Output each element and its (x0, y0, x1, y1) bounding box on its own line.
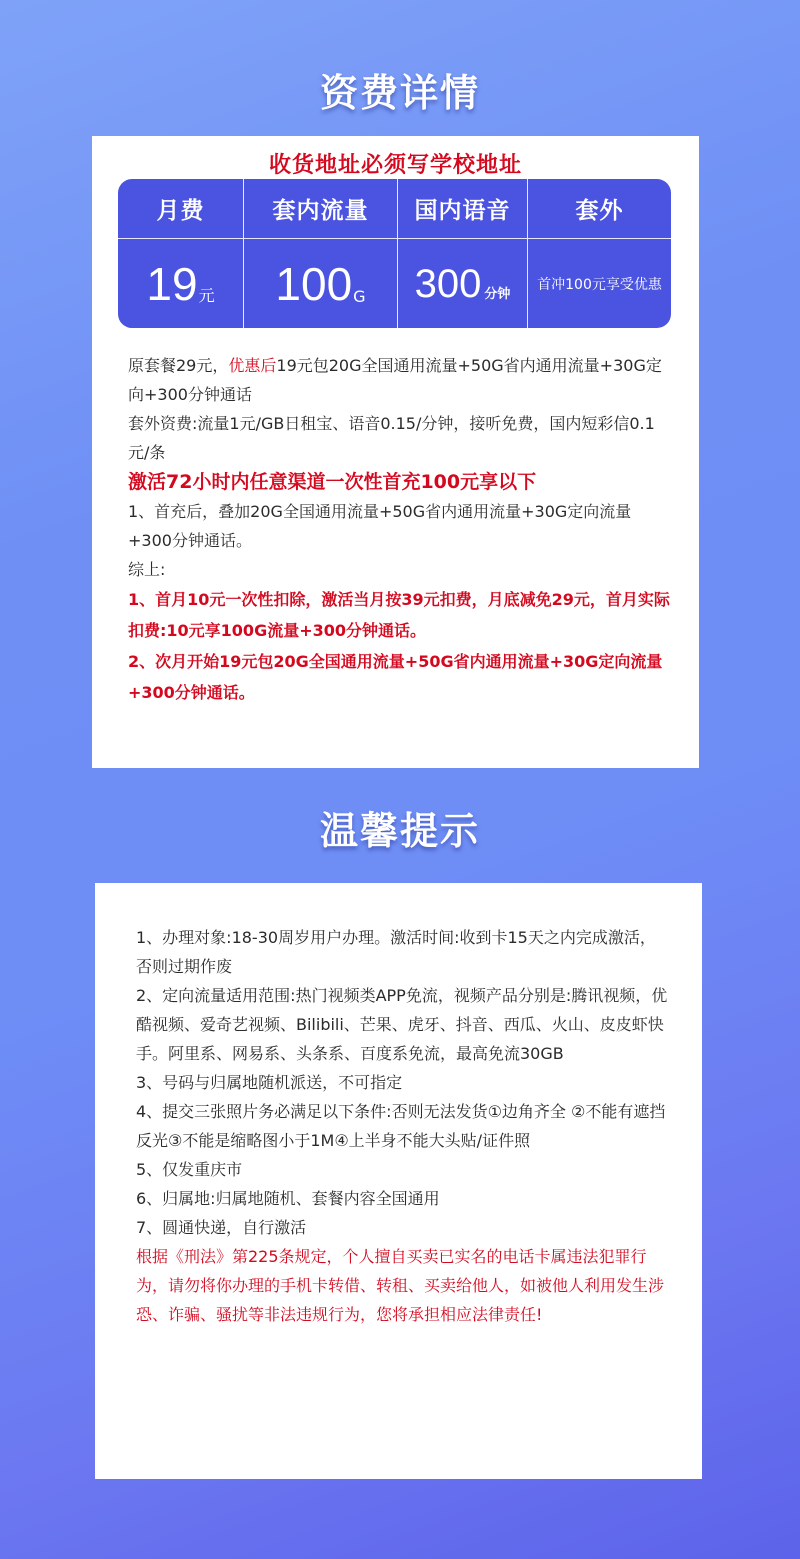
tip-item: 2、定向流量适用范围:热门视频类APP免流，视频产品分别是:腾讯视频，优酷视频、爱奇艺视频、Bilibili、芒果、虎牙、抖音、西瓜、火山、皮皮虾快手。阿里系、网易系、头条系、百度系免流，最高免流30GB (136, 986, 668, 1063)
tip-item: 7、圆通快递，自行激活 (136, 1218, 307, 1237)
voice-value: 300 (414, 261, 482, 306)
data-value: 100 (275, 257, 353, 310)
plan-content-text: 19元包20G全国通用流量+50G省内通用流量+30G定向+300分钟通话 (128, 356, 662, 404)
tip-item: 6、归属地:归属地随机、套餐内容全国通用 (136, 1189, 440, 1208)
monthly-fee-value: 19 (146, 257, 198, 310)
original-price-line (128, 351, 673, 409)
fee-description (128, 351, 673, 708)
header-voice: 国内语音 (398, 179, 528, 239)
tip-item: 1、办理对象:18-30周岁用户办理。激活时间:收到卡15天之内完成激活，否则过期作废 (136, 928, 656, 976)
tips-card (95, 883, 702, 1479)
monthly-fee-unit: 元 (198, 286, 215, 305)
tips-list (136, 923, 671, 1329)
summary-label: 综上: (128, 560, 166, 579)
first-recharge-benefit: 1、首充后，叠加20G全国通用流量+50G省内通用流量+30G定向流量+300分钟通话。 (128, 502, 632, 550)
data-cell (244, 239, 398, 328)
original-price-text: 原套餐29元， (128, 356, 229, 375)
legal-warning: 根据《刑法》第225条规定，个人擅自买卖已实名的电话卡属违法犯罪行为，请勿将你办理的手机卡转借、转租、买卖给他人，如被他人利用发生涉恐、诈骗、骚扰等非法违规行为，您将承担相应法律责任! (136, 1247, 665, 1324)
tip-item: 5、仅发重庆市 (136, 1160, 243, 1179)
header-monthly-fee: 月费 (118, 179, 244, 239)
out-of-plan-fees: 套外资费:流量1元/GB日租宝、语音0.15/分钟，接听免费，国内短彩信0.1元/条 (128, 414, 655, 462)
voice-cell (398, 239, 528, 328)
plan-table (118, 179, 671, 328)
activation-headline: 激活72小时内任意渠道一次性首充100元享以下 (128, 471, 537, 493)
tip-item: 4、提交三张照片务必满足以下条件:否则无法发货①边角齐全 ②不能有遮挡反光③不能是缩略图小于1M④上半身不能大头贴/证件照 (136, 1102, 666, 1150)
data-unit: G (353, 287, 366, 306)
summary-point-2: 2、次月开始19元包20G全国通用流量+50G省内通用流量+30G定向流量+300分钟通话。 (128, 652, 663, 702)
fee-details-title: 资费详情 (319, 71, 480, 115)
header-data: 套内流量 (244, 179, 398, 239)
tips-title: 温馨提示 (319, 809, 480, 853)
monthly-fee-cell (118, 239, 244, 328)
discount-label: 优惠后 (228, 356, 277, 375)
tip-item: 3、号码与归属地随机派送，不可指定 (136, 1073, 403, 1092)
voice-unit: 分钟 (484, 287, 511, 302)
fee-details-card (92, 136, 699, 768)
extra-offer-cell: 首冲100元享受优惠 (537, 276, 662, 293)
shipping-address-notice: 收货地址必须写学校地址 (268, 153, 522, 178)
summary-point-1: 1、首月10元一次性扣除，激活当月按39元扣费，月底减免29元，首月实际扣费:10元享100G流量+300分钟通话。 (128, 590, 670, 640)
header-extra: 套外 (528, 179, 671, 239)
